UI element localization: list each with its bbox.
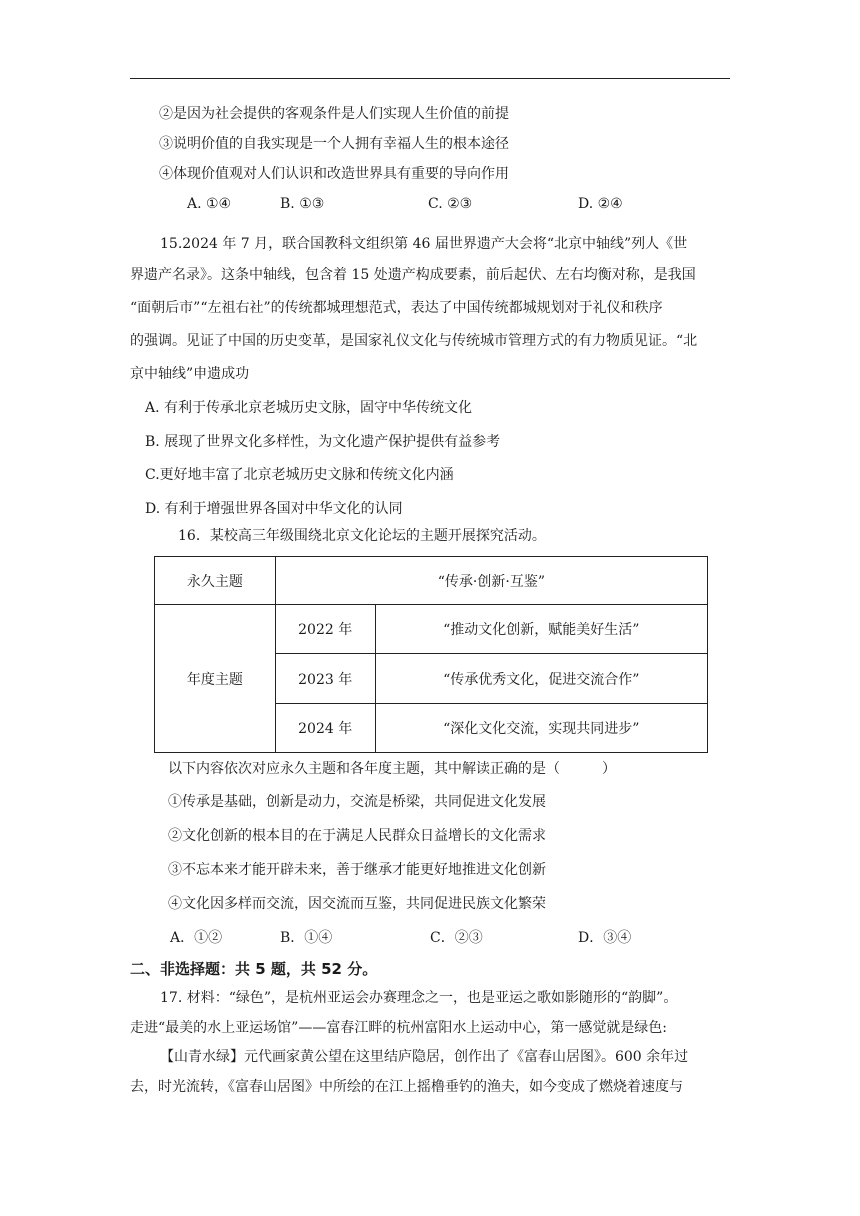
q16-choice-b: B．①④	[280, 930, 333, 946]
table-row-theme: “深化文化交流，实现共同进步”	[375, 704, 707, 753]
q16-item-1: ①传承是基础，创新是动力，交流是桥梁，共同促进文化发展	[168, 794, 546, 810]
q15-line-4: 的强调。见证了中国的历史变革，是国家礼仪文化与传统城市管理方式的有力物质见证。“北	[130, 333, 698, 349]
section-2-heading: 二、非选择题：共 5 题，共 52 分。	[130, 960, 378, 978]
q16-question: 以下内容依次对应永久主题和各年度主题，其中解读正确的是（ ）	[168, 761, 616, 777]
table-row-year: 2024 年	[275, 704, 375, 753]
q16-stem: 16．某校高三年级围绕北京文化论坛的主题开展探究活动。	[178, 528, 546, 544]
q15-line-2: 界遗产名录》。这条中轴线，包含着 15 处遗产构成要素，前后起伏、左右均衡对称，是我国	[130, 267, 696, 283]
table-row-year: 2023 年	[275, 654, 375, 704]
q16-choice-d: D．③④	[578, 930, 632, 946]
q15-option-c: C.更好地丰富了北京老城历史文脉和传统文化内涵	[145, 467, 454, 483]
q14-item-4: ④体现价值观对人们认识和改造世界具有重要的导向作用	[159, 166, 509, 182]
q16-choice-c: C．②③	[430, 930, 483, 946]
q15-line-3: “面朝后市”“左祖右社”的传统都城理想范式，表达了中国传统都城规划对于礼仪和秩序	[130, 300, 663, 316]
table-row-theme: “推动文化创新，赋能美好生活”	[375, 605, 707, 654]
q16-item-2: ②文化创新的根本目的在于满足人民群众日益增长的文化需求	[168, 828, 546, 844]
table-row-year: 2022 年	[275, 605, 375, 654]
q17-line-3: 【山青水绿】元代画家黄公望在这里结庐隐居，创作出了《富春山居图》。600 余年过	[160, 1049, 689, 1065]
q15-option-d: D. 有利于增强世界各国对中华文化的认同	[145, 501, 403, 517]
q16-item-3: ③不忘本来才能开辟未来，善于继承才能更好地推进文化创新	[168, 862, 546, 878]
q14-choice-c: C. ②③	[428, 196, 473, 212]
q14-item-3: ③说明价值的自我实现是一个人拥有幸福人生的根本途径	[159, 136, 509, 152]
themes-table	[154, 556, 708, 753]
q16-choice-a: A．①②	[170, 930, 223, 946]
permanent-theme-value: “传承·创新·互鉴”	[275, 557, 707, 605]
q14-choice-a: A. ①④	[187, 196, 232, 212]
q16-item-4: ④文化因多样而交流，因交流而互鉴，共同促进民族文化繁荣	[168, 896, 546, 912]
permanent-theme-label: 永久主题	[155, 557, 276, 605]
header-rule	[130, 78, 730, 79]
q14-item-2: ②是因为社会提供的客观条件是人们实现人生价值的前提	[159, 106, 509, 122]
q15-option-a: A. 有利于传承北京老城历史文脉，固守中华传统文化	[145, 400, 473, 416]
q15-line-5: 京中轴线”申遗成功	[130, 366, 250, 382]
annual-theme-label: 年度主题	[155, 605, 276, 753]
q15-line-1: 15.2024 年 7 月，联合国教科文组织第 46 届世界遗产大会将“北京中轴线”列人《世	[160, 236, 688, 252]
q17-line-4: 去，时光流转，《富春山居图》中所绘的在江上摇橹垂钓的渔夫，如今变成了燃烧着速度与	[130, 1079, 683, 1095]
q17-line-1: 17. 材料：“绿色”，是杭州亚运会办赛理念之一，也是亚运之歌如影随形的“韵脚”。	[160, 990, 678, 1006]
q14-choice-b: B. ①③	[280, 196, 325, 212]
table-row-theme: “传承优秀文化，促进交流合作”	[375, 654, 707, 704]
q15-option-b: B. 展现了世界文化多样性，为文化遗产保护提供有益参考	[145, 434, 501, 450]
q17-line-2: 走进“最美的水上亚运场馆”——富春江畔的杭州富阳水上运动中心，第一感觉就是绿色:	[130, 1020, 668, 1036]
q14-choice-d: D. ②④	[578, 196, 623, 212]
